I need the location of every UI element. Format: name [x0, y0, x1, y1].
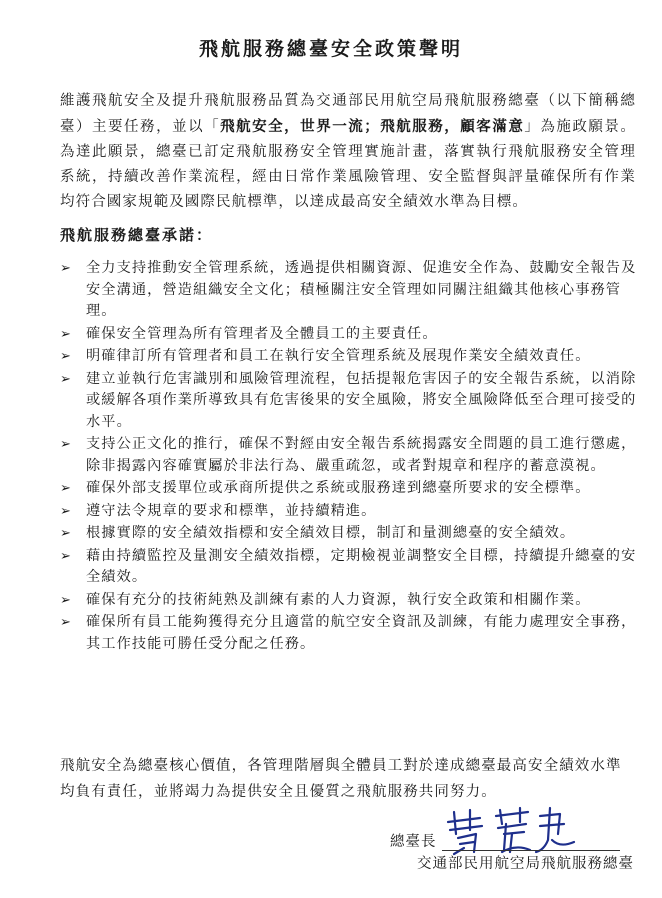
commitment-text: 根據實際的安全績效指標和安全績效目標，制訂和量測總臺的安全績效。	[86, 525, 576, 541]
intro-text-part2: 」為施政願景。為達此願景，總臺已訂定飛航服務安全管理實施計畫，落實執行飛航服務安全管理系統，持續改善作業流程，經由日常作業風險管理、安全監督與評量確保所有作業均符合國家規範及國際民航標準，以達成最高安全績效水準為目標。	[60, 118, 637, 210]
bullet-arrow-icon: ➢	[60, 371, 72, 387]
commitment-item	[60, 523, 644, 545]
commitment-item	[60, 501, 644, 523]
commitment-item	[60, 369, 644, 434]
intro-text-part1: 維護飛航安全及提升飛航服務品質為交通部民用航空局飛航服務總臺（以下簡稱總臺）主要任務，並以「	[60, 92, 636, 135]
bullet-arrow-icon: ➢	[60, 326, 72, 342]
commitment-item	[60, 258, 644, 323]
bullet-arrow-icon: ➢	[60, 349, 72, 364]
bullet-arrow-icon: ➢	[60, 526, 72, 541]
bullet-arrow-icon: ➢	[60, 592, 72, 608]
signature-block	[390, 812, 640, 852]
commitment-text: 遵守法令規章的要求和標準，並持續精進。	[86, 502, 377, 519]
commitment-text: 藉由持續監控及量測安全績效指標，定期檢視並調整安全目標，持續提升總臺的安全績效。	[86, 547, 637, 585]
commitment-item	[60, 546, 644, 589]
bullet-arrow-icon: ➢	[60, 548, 72, 564]
commitment-text: 確保有充分的技術純熟及訓練有素的人力資源，執行安全政策和相關作業。	[86, 591, 591, 608]
signature-line	[442, 850, 620, 851]
commitment-text: 建立並執行危害識別和風險管理流程，包括提報危害因子的安全報告系統，以消除或緩解各項作業所導致具有危害後果的安全風險，將安全風險降低至合理可接受的水平。	[86, 370, 637, 430]
bullet-arrow-icon: ➢	[60, 503, 72, 519]
commitment-text: 明確律訂所有管理者和員工在執行安全管理系統及展現作業安全績效責任。	[86, 348, 591, 364]
commitment-heading: 飛航服務總臺承諾：	[60, 226, 214, 244]
intro-paragraph	[60, 89, 636, 215]
commitment-item	[60, 346, 644, 368]
document-title: 飛航服務總臺安全政策聲明	[198, 38, 463, 60]
bullet-arrow-icon: ➢	[60, 615, 72, 630]
bullet-arrow-icon: ➢	[60, 481, 72, 496]
commitment-item	[60, 324, 644, 346]
commitment-item	[60, 612, 644, 655]
bullet-arrow-icon: ➢	[60, 261, 72, 276]
commitment-text: 全力支持推動安全管理系統，透過提供相關資源、促進安全作為、鼓勵安全報告及安全溝通，營造組織安全文化；積極關注安全管理如同關注組織其他核心事務管理。	[86, 260, 637, 319]
commitment-text: 確保所有員工能夠獲得充分且適當的航空安全資訊及訓練，有能力處理安全事務，其工作技能可勝任受分配之任務。	[86, 614, 637, 652]
bullet-arrow-icon: ➢	[60, 437, 72, 452]
commitment-list	[60, 258, 644, 656]
commitment-item	[60, 478, 644, 500]
commitment-text: 確保外部支援單位或承商所提供之系統或服務達到總臺所要求的安全標準。	[86, 480, 591, 496]
commitment-text: 支持公正文化的推行，確保不對經由安全報告系統揭露安全問題的員工進行懲處，除非揭露內容確實屬於非法行為、嚴重疏忽，或者對規章和程序的蓄意漠視。	[86, 436, 637, 474]
organization-name: 交通部民用航空局飛航服務總臺	[417, 856, 634, 872]
closing-paragraph: 飛航安全為總臺核心價值，各管理階層與全體員工對於達成總臺最高安全績效水準均負有責任，並將竭力為提供安全且優質之飛航服務共同努力。	[60, 757, 622, 800]
commitment-item	[60, 434, 644, 477]
commitment-text: 確保安全管理為所有管理者及全體員工的主要責任。	[86, 325, 438, 342]
vision-statement: 飛航安全，世界一流；飛航服務，顧客滿意	[220, 117, 525, 135]
handwritten-signature	[440, 804, 580, 856]
commitment-item	[60, 590, 644, 612]
signature-label: 總臺長	[390, 834, 437, 850]
